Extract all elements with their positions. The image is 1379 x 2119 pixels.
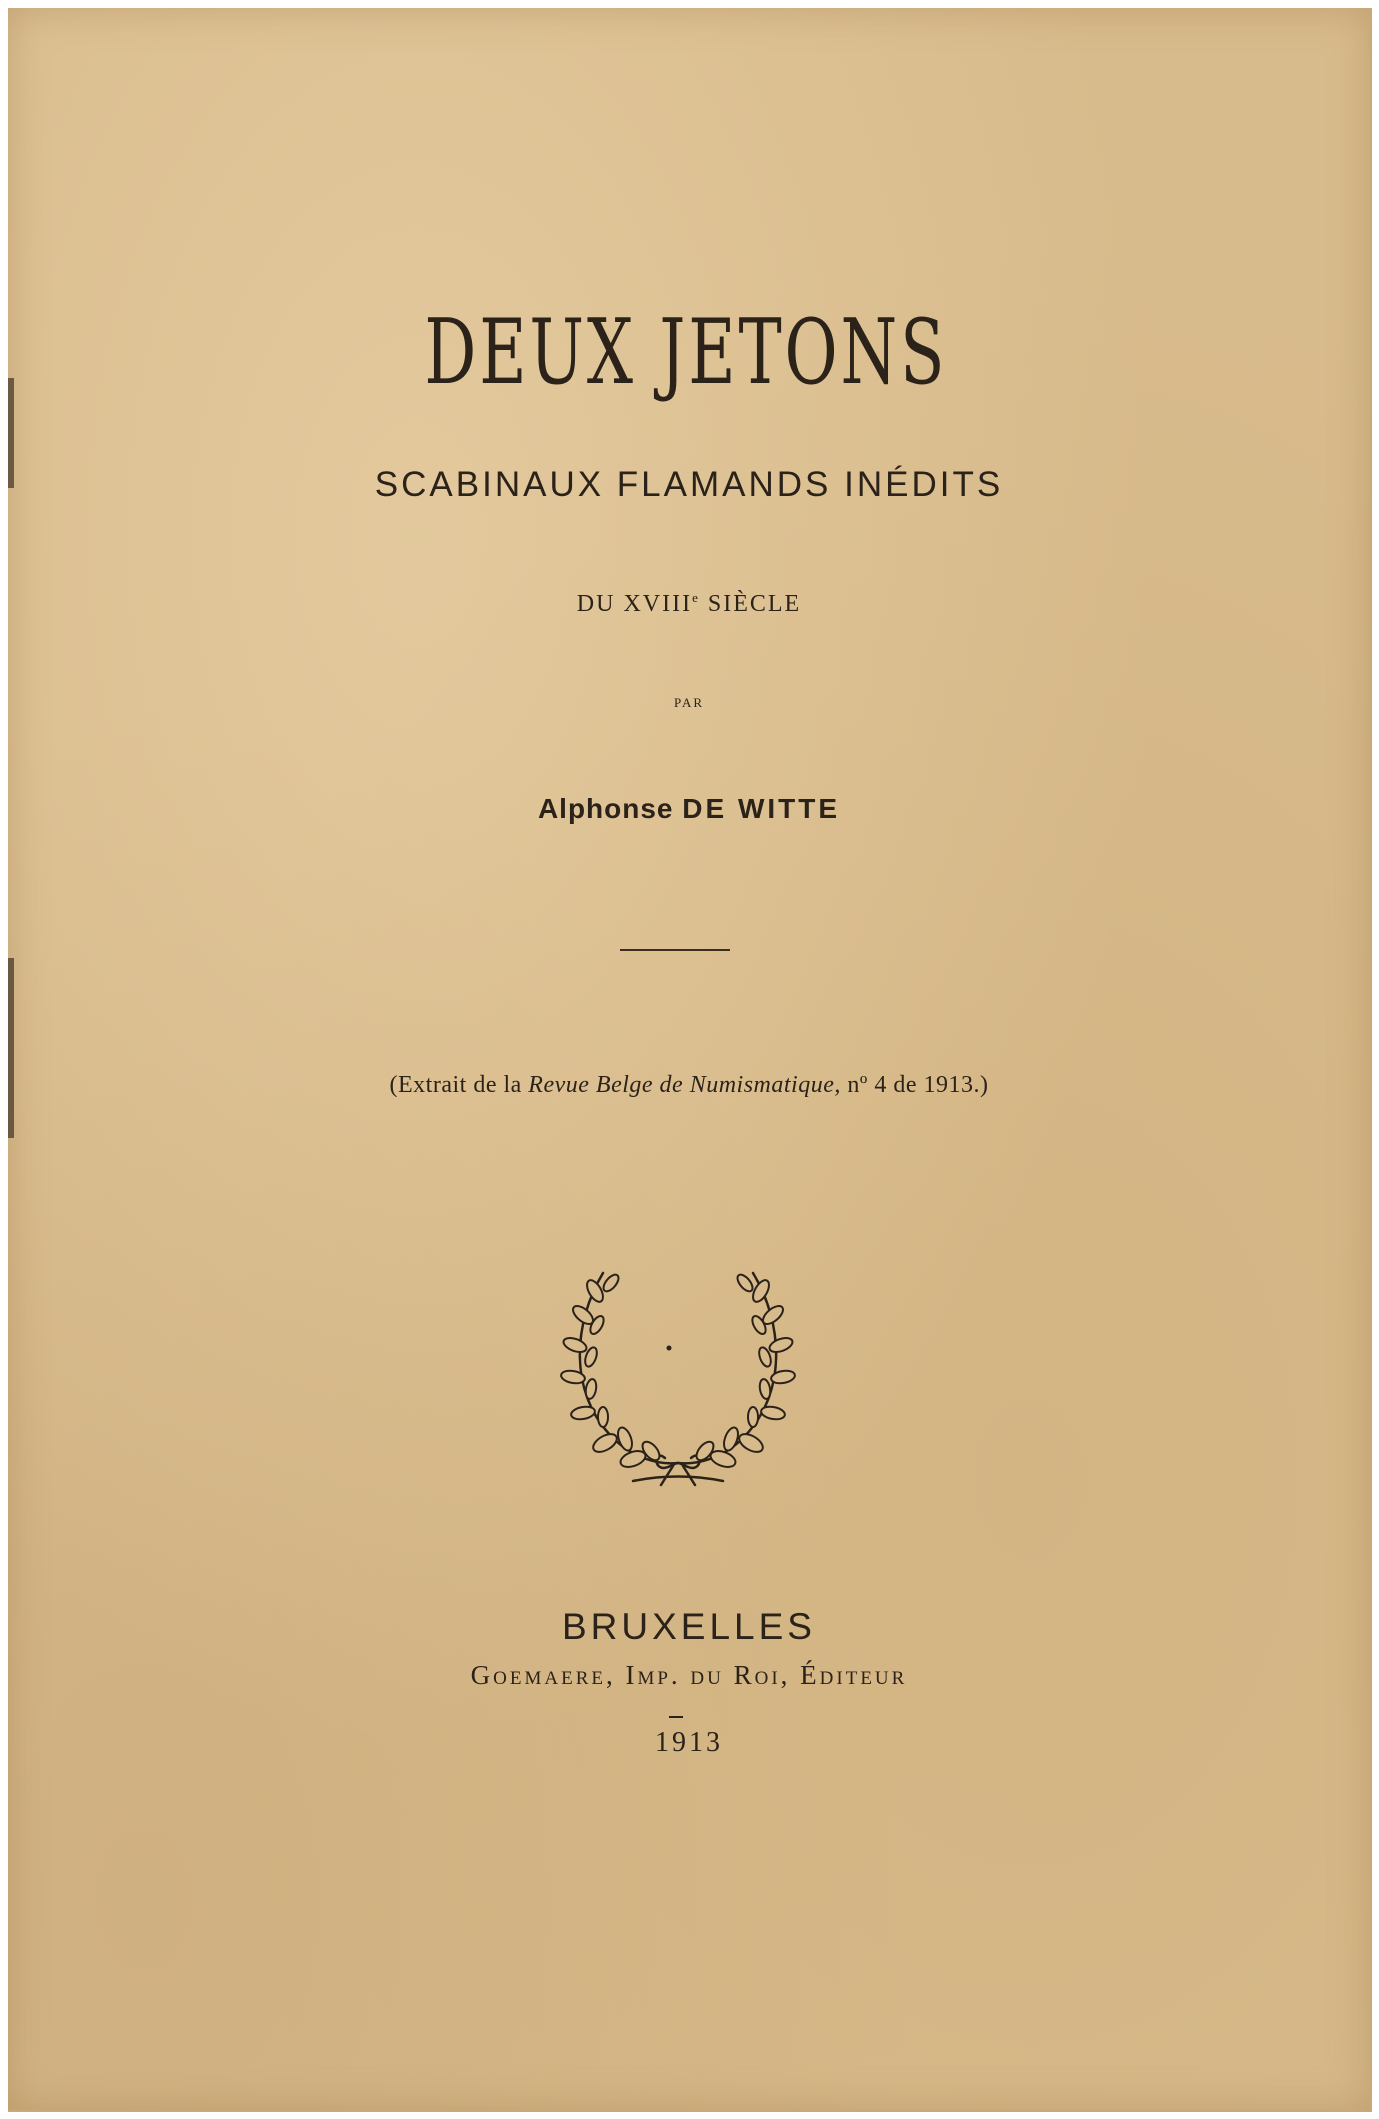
author-surname: DE WITTE xyxy=(682,793,841,824)
divider-rule xyxy=(620,949,730,951)
century-suffix: SIÈCLE xyxy=(699,591,802,617)
book-cover xyxy=(8,8,1372,2112)
century-line xyxy=(8,583,1370,619)
binding-mark xyxy=(8,958,14,1138)
author-first-name: Alphonse xyxy=(537,793,683,824)
extract-open: (Extrait de la xyxy=(389,1072,529,1098)
small-dash xyxy=(669,1716,683,1718)
laurel-wreath-icon xyxy=(553,1253,803,1493)
century-prefix: DU XVIII xyxy=(576,591,693,617)
cover-subtitle: SCABINAUX FLAMANDS INÉDITS xyxy=(374,465,1004,504)
cover-title: DEUX JETONS xyxy=(424,300,948,405)
journal-title: Revue Belge de Numismatique, xyxy=(528,1072,841,1098)
extract-close: nº 4 de 1913.) xyxy=(840,1072,989,1098)
author-name xyxy=(8,791,1370,827)
publisher-line: Goemaere, Imp. du Roi, Éditeur xyxy=(470,1660,908,1690)
publication-city: BRUXELLES xyxy=(562,1606,816,1647)
by-label: PAR xyxy=(673,695,705,710)
century-superscript: e xyxy=(692,590,700,605)
extract-note xyxy=(8,1070,1370,1100)
publication-year: 1913 xyxy=(655,1727,723,1758)
